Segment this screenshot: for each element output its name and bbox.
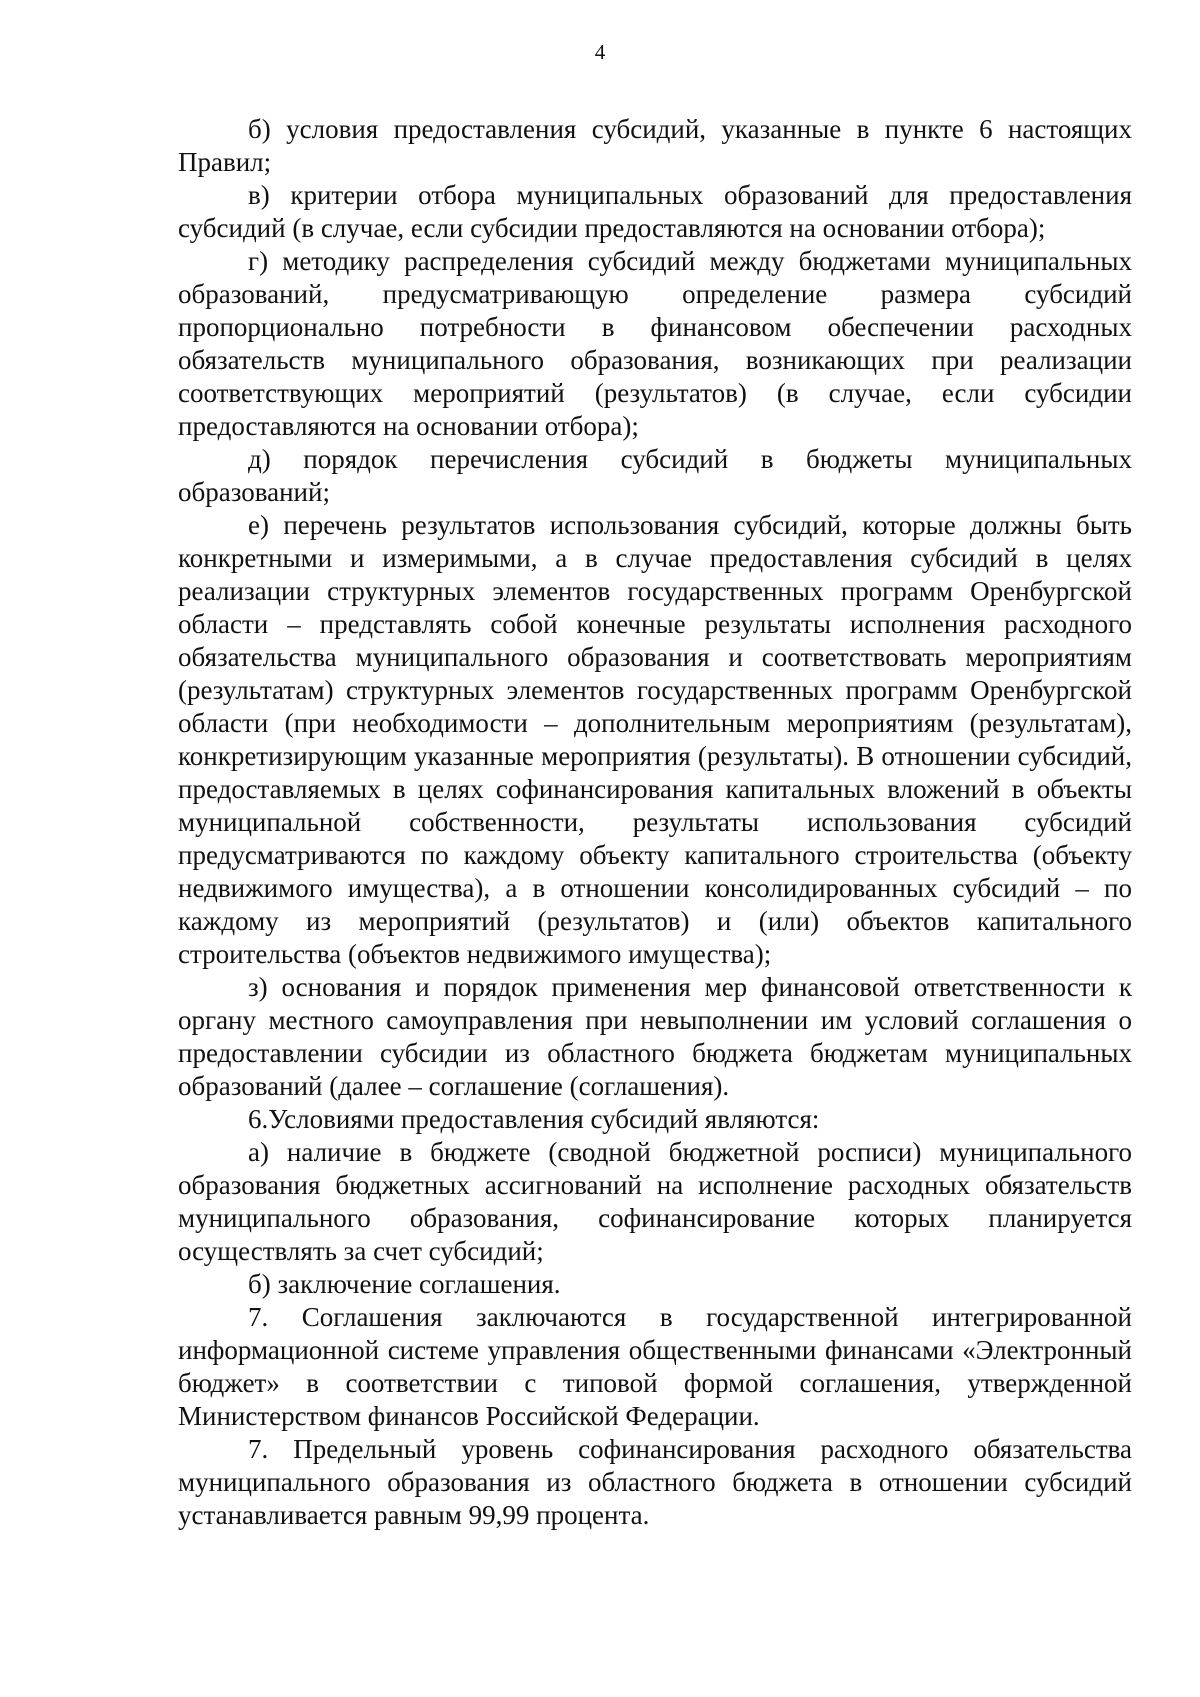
document-body (178, 113, 1132, 1532)
paragraph-distribution-method: г) методику распределения субсидий между бюджетами муниципальных образований, предусматривающую определение размера субсидий пропорционально потребности в финансовом обеспечении расходных обязательств муниципального образования, возникающих при реализации соответствующих мероприятий (результатов) (в случае, если субсидии предоставляются на основании отбора); (178, 246, 1132, 441)
paragraph-agreement-conclusion: б) заключение соглашения. (248, 1269, 561, 1299)
page-number: 4 (594, 40, 606, 64)
paragraph-item-7-agreements: 7. Соглашения заключаются в государственной интегрированной информационной системе управления общественными финансами «Электронный бюджет» в соответствии с типовой формой соглашения, утвержденной Министерством финансов Российской Федерации. (178, 1302, 1132, 1431)
paragraph-budget-allocations: а) наличие в бюджете (сводной бюджетной росписи) муниципального образования бюджетных ассигнований на исполнение расходных обязательств муниципального образования, софинансирование которых планируется осуществлять за счет субсидий; (178, 1137, 1132, 1266)
paragraph-selection-criteria: в) критерии отбора муниципальных образований для предоставления субсидий (в случае, если субсидии предоставляются на основании отбора); (178, 180, 1132, 243)
paragraph-item-6-heading: 6.Условиями предоставления субсидий являются: (248, 1104, 820, 1134)
paragraph-financial-responsibility: з) основания и порядок применения мер финансовой ответственности к органу местного самоуправления при невыполнении им условий соглашения о предоставлении субсидии из областного бюджета бюджетам муниципальных образований (далее – соглашение (соглашения). (178, 972, 1132, 1101)
paragraph-conditions-reference: б) условия предоставления субсидий, указанные в пункте 6 настоящих Правил; (178, 114, 1132, 177)
paragraph-results-list: е) перечень результатов использования субсидий, которые должны быть конкретными и измеримыми, а в случае предоставления субсидий в целях реализации структурных элементов государственных программ Оренбургской области – представлять собой конечные результаты исполнения расходного обязательства муниципального образования и соответствовать мероприятиям (результатам) структурных элементов государственных программ Оренбургской области (при необходимости – дополнительным мероприятиям (результатам), конкретизирующим указанные мероприятия (результаты). В отношении субсидий, предоставляемых в целях софинансирования капитальных вложений в объекты муниципальной собственности, результаты использования субсидий предусматриваются по каждому объекту капитального строительства (объекту недвижимого имущества), а в отношении консолидированных субсидий – по каждому из мероприятий (результатов) и (или) объектов капитального строительства (объектов недвижимого имущества); (178, 510, 1132, 969)
paragraph-item-7-cofinancing-level: 7. Предельный уровень софинансирования расходного обязательства муниципального образования из областного бюджета в отношении субсидий устанавливается равным 99,99 процента. (178, 1434, 1132, 1530)
paragraph-transfer-procedure: д) порядок перечисления субсидий в бюджеты муниципальных образований; (178, 444, 1132, 507)
